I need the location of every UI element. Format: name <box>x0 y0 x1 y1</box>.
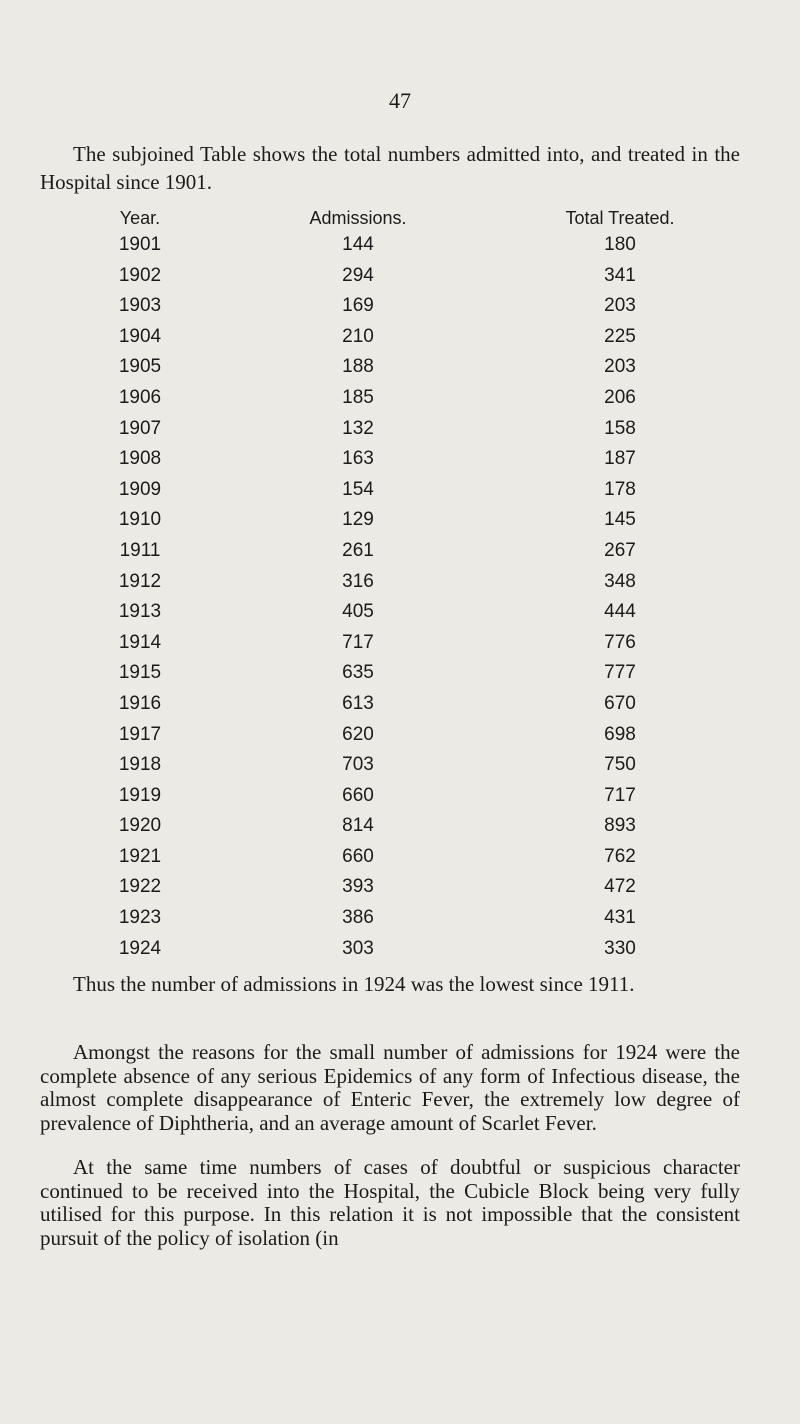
table-row <box>40 479 740 510</box>
total-treated-cell: 472 <box>604 876 636 898</box>
admissions-cell: 660 <box>342 784 374 806</box>
admissions-cell: 316 <box>342 570 374 592</box>
admissions-cell: 814 <box>342 815 374 837</box>
table-row <box>40 448 740 479</box>
admissions-cell: 154 <box>342 478 374 500</box>
admissions-cell: 163 <box>342 448 374 470</box>
admissions-cell: 188 <box>342 356 374 378</box>
total-treated-cell: 225 <box>604 325 636 347</box>
total-treated-cell: 203 <box>604 356 636 378</box>
admissions-cell: 303 <box>342 937 374 959</box>
intro-paragraph: The subjoined Table shows the total numbers admitted into, and treated in the Hospital since 1901. <box>40 142 740 194</box>
total-treated-cell: 777 <box>604 662 636 684</box>
admissions-cell: 386 <box>342 907 374 929</box>
total-treated-cell: 348 <box>604 570 636 592</box>
table-row <box>40 326 740 357</box>
admissions-cell: 261 <box>342 539 374 561</box>
total-treated-cell: 187 <box>604 448 636 470</box>
admissions-cell: 635 <box>342 662 374 684</box>
table-body <box>40 234 740 968</box>
admissions-cell: 132 <box>342 417 374 439</box>
table-row <box>40 387 740 418</box>
table-row <box>40 754 740 785</box>
admissions-cell: 613 <box>342 692 374 714</box>
admissions-cell: 294 <box>342 264 374 286</box>
paragraph-suspicious-cases: At the same time numbers of cases of doubtful or suspicious character continued to be received into the Hospital, the Cubicle Block being very fully utilised for this purpose. In this relation it is not impossible that the consistent pursuit of the policy of isolation (in <box>40 1155 740 1250</box>
admissions-cell: 144 <box>342 234 374 255</box>
table-row <box>40 418 740 449</box>
total-treated-cell: 670 <box>604 692 636 714</box>
admissions-cell: 405 <box>342 601 374 623</box>
admissions-cell: 185 <box>342 386 374 408</box>
total-treated-cell: 762 <box>604 845 636 867</box>
table-row <box>40 356 740 387</box>
total-treated-cell: 776 <box>604 631 636 653</box>
admissions-cell: 660 <box>342 845 374 867</box>
total-treated-cell: 158 <box>604 417 636 439</box>
total-treated-cell: 698 <box>604 723 636 745</box>
total-treated-cell: 893 <box>604 815 636 837</box>
total-treated-cell: 341 <box>604 264 636 286</box>
year-cell: 1904 <box>118 325 162 347</box>
table-row <box>40 724 740 755</box>
table-row <box>40 907 740 938</box>
admissions-table <box>40 208 740 968</box>
table-header-row <box>40 208 740 234</box>
year-cell: 1918 <box>118 754 162 776</box>
year-cell: 1914 <box>118 631 162 653</box>
admissions-cell: 717 <box>342 631 374 653</box>
table-row <box>40 601 740 632</box>
table-row <box>40 876 740 907</box>
year-cell: 1909 <box>118 478 162 500</box>
year-cell: 1908 <box>118 448 162 470</box>
total-treated-column-header: Total Treated. <box>565 208 675 228</box>
table-row <box>40 815 740 846</box>
page-number: 47 <box>389 88 411 113</box>
total-treated-cell: 267 <box>604 539 636 561</box>
paragraph-lowest-since: Thus the number of admissions in 1924 was the lowest since 1911. <box>73 972 635 996</box>
year-cell: 1924 <box>118 937 162 959</box>
total-treated-cell: 206 <box>604 386 636 408</box>
table-row <box>40 846 740 877</box>
total-treated-cell: 431 <box>604 907 636 929</box>
table-row <box>40 693 740 724</box>
total-treated-cell: 717 <box>604 784 636 806</box>
paragraph-reasons: Amongst the reasons for the small number of admissions for 1924 were the complete absence of any serious Epidemics of any form of Infectious disease, the almost complete disappearance of Enteric Fever, the extremely low degree of prevalence of Diphtheria, and an average amount of Scarlet Fever. <box>40 1040 740 1135</box>
table-row <box>40 540 740 571</box>
table-row <box>40 938 740 969</box>
table-row <box>40 234 740 265</box>
year-cell: 1912 <box>118 570 162 592</box>
total-treated-cell: 178 <box>604 478 636 500</box>
total-treated-cell: 180 <box>604 234 636 255</box>
total-treated-cell: 750 <box>604 754 636 776</box>
year-cell: 1903 <box>118 295 162 317</box>
admissions-column-header: Admissions. <box>309 208 407 228</box>
year-cell: 1920 <box>118 815 162 837</box>
year-cell: 1917 <box>118 723 162 745</box>
admissions-cell: 393 <box>342 876 374 898</box>
year-cell: 1915 <box>118 662 162 684</box>
table-row <box>40 571 740 602</box>
table-row <box>40 662 740 693</box>
year-cell: 1913 <box>118 601 162 623</box>
year-cell: 1923 <box>118 907 162 929</box>
year-cell: 1907 <box>118 417 162 439</box>
total-treated-cell: 145 <box>604 509 636 531</box>
table-row <box>40 785 740 816</box>
total-treated-cell: 330 <box>604 937 636 959</box>
total-treated-cell: 444 <box>604 601 636 623</box>
year-cell: 1911 <box>119 539 161 561</box>
table-row <box>40 295 740 326</box>
year-cell: 1906 <box>118 386 162 408</box>
year-column-header: Year. <box>119 208 161 228</box>
admissions-cell: 703 <box>342 754 374 776</box>
year-cell: 1901 <box>118 234 162 255</box>
admissions-cell: 129 <box>342 509 374 531</box>
year-cell: 1902 <box>118 264 162 286</box>
table-row <box>40 509 740 540</box>
year-cell: 1910 <box>118 509 162 531</box>
year-cell: 1922 <box>118 876 162 898</box>
table-row <box>40 632 740 663</box>
total-treated-cell: 203 <box>604 295 636 317</box>
year-cell: 1919 <box>118 784 162 806</box>
admissions-cell: 169 <box>342 295 374 317</box>
admissions-cell: 210 <box>342 325 374 347</box>
year-cell: 1921 <box>118 845 162 867</box>
year-cell: 1905 <box>118 356 162 378</box>
year-cell: 1916 <box>118 692 162 714</box>
table-row <box>40 265 740 296</box>
admissions-cell: 620 <box>342 723 374 745</box>
